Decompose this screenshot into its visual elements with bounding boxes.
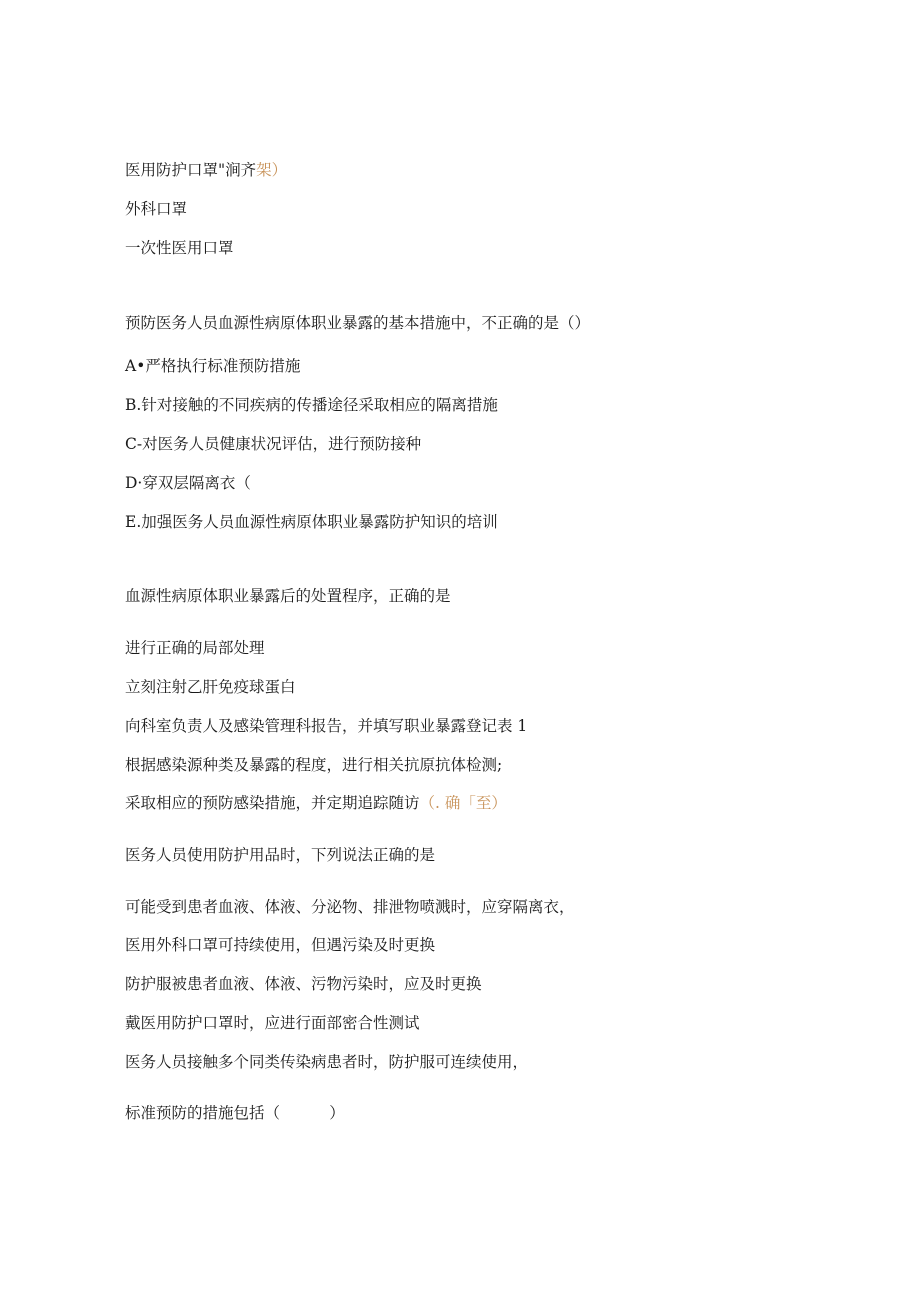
question-stem: 血源性病原体职业暴露后的处置程序，正确的是 [125,587,451,605]
option-e: E.加强医务人员血源性病原体职业暴露防护知识的培训 [125,513,498,531]
option-line [125,638,265,658]
option-a: A•严格执行标准预防措施 [125,357,301,375]
option-line [125,160,287,180]
option-line [125,755,502,775]
option-text: 医用防护口罩"涧齐 [125,161,257,179]
option-line [125,716,527,736]
question-stem: 医务人员使用防护用品时，下列说法正确的是 [125,846,436,864]
option-line [125,677,296,697]
question-stem: 标准预防的措施包括（ ） [125,1104,345,1122]
option-text: 进行正确的局部处理 [125,639,265,657]
option-text: 外科口罩 [125,200,188,218]
option-text: 一次性医用口罩 [125,239,234,257]
option-line: 医务人员接触多个同类传染病患者时，防护服可连续使用， [125,1053,529,1071]
option-c: C-对医务人员健康状况评估，进行预防接种 [125,435,422,453]
option-text: 采取相应的预防感染措施，并定期追踪随访 [125,794,420,812]
option-line [125,199,187,219]
option-line: 防护服被患者血液、体液、污物污染时，应及时更换 [125,975,482,993]
option-b: B.针对接触的不同疾病的传播途径采取相应的隔离措施 [125,396,498,414]
handwritten-annotation: 架） [256,161,288,179]
option-text: 向科室负责人及感染管理科报告，并填写职业暴露登记表 1 [125,717,528,735]
handwritten-annotation: （. 确「至） [419,794,507,812]
option-line: 可能受到患者血液、体液、分泌物、排泄物喷溅时，应穿隔离衣， [125,898,575,916]
option-line: 医用外科口罩可持续使用，但遇污染及时更换 [125,936,436,954]
option-d: D·穿双层隔离衣（ [125,474,251,492]
option-text: 根据感染源种类及暴露的程度，进行相关抗原抗体检测; [125,756,503,774]
question-stem: 预防医务人员血源性病原体职业暴露的基本措施中，不正确的是（） [125,314,591,332]
option-line [125,238,234,258]
option-line [125,793,507,813]
option-line: 戴医用防护口罩时，应进行面部密合性测试 [125,1014,420,1032]
option-text: 立刻注射乙肝免疫球蛋白 [125,678,296,696]
